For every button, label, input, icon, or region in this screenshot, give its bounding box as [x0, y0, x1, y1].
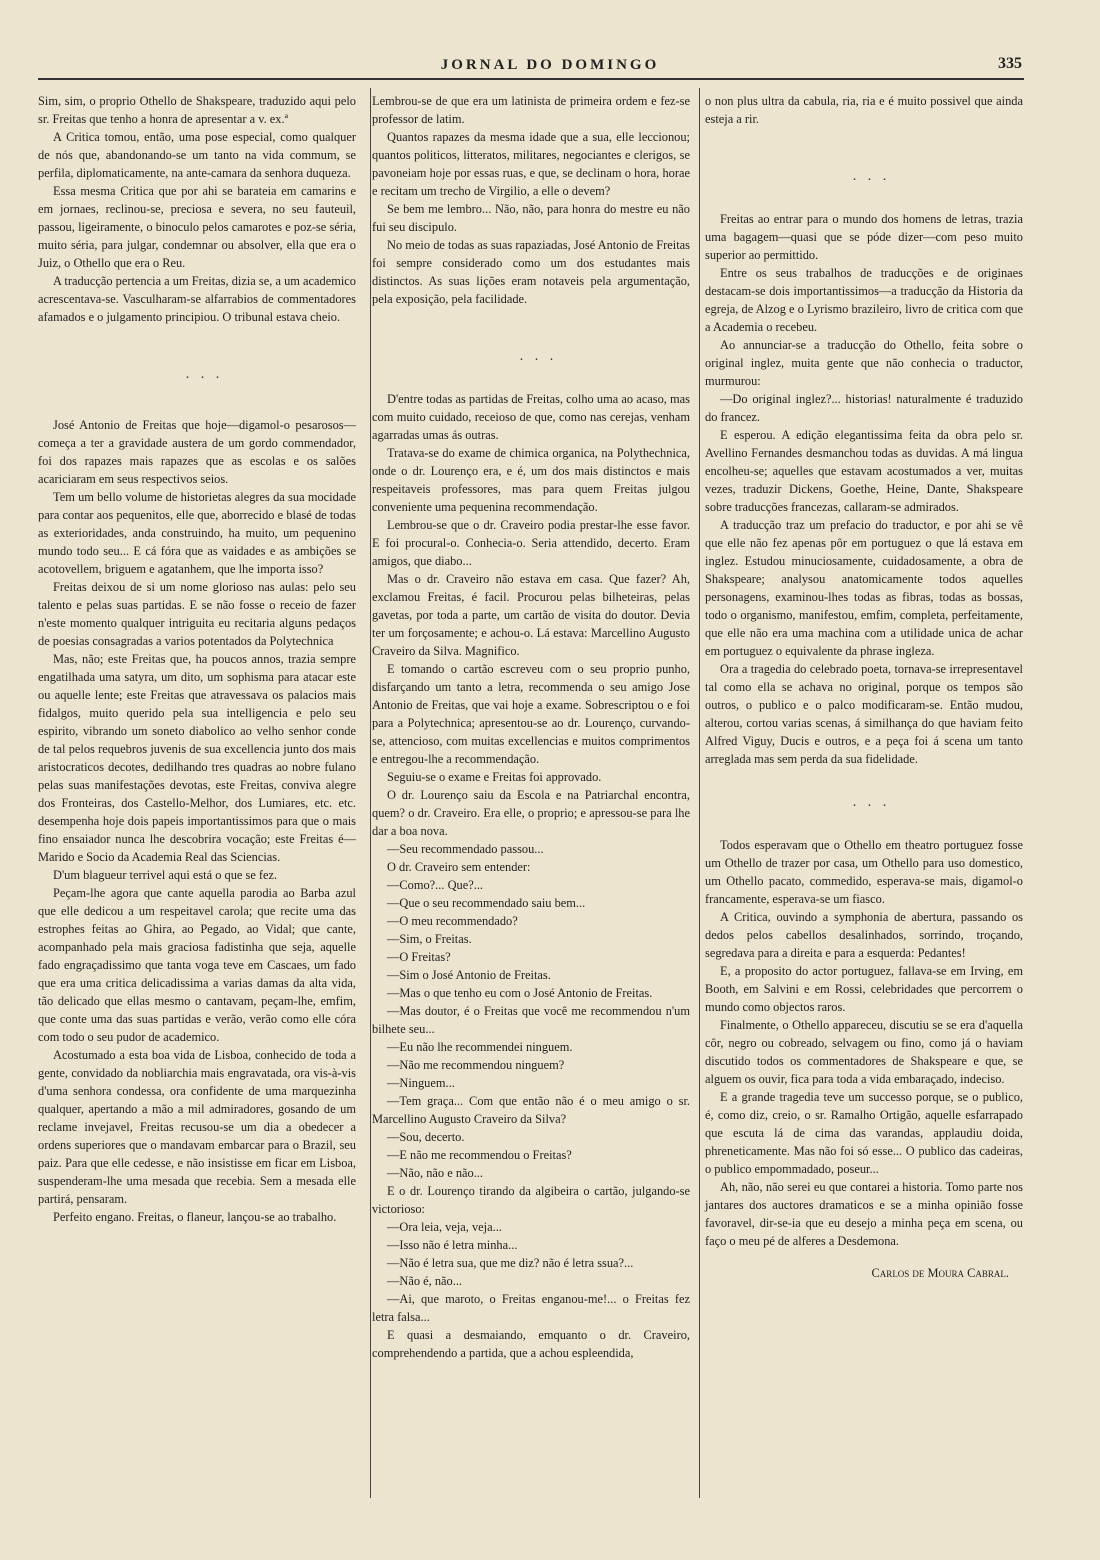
paragraph: Ora a tragedia do celebrado poeta, tornava-se irrepresentavel tal como ella se achava no original, porque os tempos são outros, o publico e o palco modificaram-se. Então mudou, alterou, cortou varias scenas, á similhança do que haviam feito Alfred Viguy, Ducis e outros, e a peça foi á scena um tanto arreglada mas sem perda da sua fidelidade.	[705, 662, 1023, 766]
paragraph: Acostumado a esta boa vida de Lisboa, conhecido de toda a gente, convidado da nobliarchia mais engravatada, ora vis-à-vis d'uma senhora condessa, ora confidente de uma marquezinha qualquer, apertando a mão a mil admiradores, gosando de um reclame invejavel, Freitas recusou-se um dia a obedecer a ordens superiores que o mandavam embarcar para o Brazil, seu paiz. Para que elle cedesse, e não insistisse em ficar em Lisboa, suspenderam-lhe uma mesada que recebia. Sem a mesada elle partirá, pensaram.	[38, 1048, 356, 1206]
paragraph: Finalmente, o Othello appareceu, discutiu se se era d'aquella côr, negro ou cobreado, selvagem ou fino, como já o haviam discutido todos os commentadores de Shakspeare e que, se alguem os ouvir, fica para toda a vida embaraçado, indeciso.	[705, 1018, 1023, 1086]
paragraph: Mas o dr. Craveiro não estava em casa. Que fazer? Ah, exclamou Freitas, é facil. Procurou pelas bilheteiras, pelas gavetas, por toda a parte, um cartão de visita do doutor. Devia ter um forçosamente; e achou-o. Lá estava: Marcellino Augusto Craveiro da Silva. Magnifico.	[372, 572, 690, 658]
dialogue-line: —Não me recommendou ninguem?	[387, 1058, 565, 1072]
dialogue-line: —O Freitas?	[387, 950, 451, 964]
paragraph: A Critica, ouvindo a symphonia de abertura, passando os dedos pelos cabellos desalinhados, sorrindo, troçando, segredava para a direita e para a esquerda: Pedantes!	[705, 910, 1023, 960]
dialogue-line: —Mas o que tenho eu com o José Antonio de Freitas.	[387, 986, 653, 1000]
author-signature: Carlos de Moura Cabral.	[871, 1266, 1009, 1280]
journal-title: JORNAL DO DOMINGO	[440, 57, 660, 73]
paragraph: Quantos rapazes da mesma idade que a sua, elle leccionou; quantos politicos, litteratos, militares, negociantes e clerigos, se pavoneiam hoje por essas ruas, e que, se declinam o hora, horae e recitam um trecho de Virgilio, a elle o devem?	[372, 130, 690, 198]
dialogue-line: —Ninguem...	[387, 1076, 455, 1090]
dialogue-line: —Mas doutor, é o Freitas que você me recommendou n'um bilhete seu...	[372, 1004, 690, 1036]
section-break: . . .	[185, 367, 224, 382]
dialogue-line: —Não, não e não...	[387, 1166, 483, 1180]
section-break: . . .	[852, 795, 891, 810]
paragraph: D'entre todas as partidas de Freitas, colho uma ao acaso, mas com muito cuidado, receioso de que, como nas cerejas, venham agarradas umas ás outras.	[372, 392, 690, 442]
paragraph: Lembrou-se de que era um latinista de primeira ordem e fez-se professor de latim.	[372, 94, 690, 126]
dialogue-line: O dr. Craveiro sem entender:	[387, 860, 531, 874]
header-rule	[38, 78, 1024, 80]
paragraph: No meio de todas as suas rapaziadas, José Antonio de Freitas foi sempre considerado como um dos estudantes mais distinctos. As suas lições eram notaveis pela argumentação, pela exposição, pela facilidade.	[372, 238, 690, 306]
paragraph: Freitas deixou de si um nome glorioso nas aulas: pelo seu talento e pelas suas partidas. E se não fosse o receio de fazer n'este momento qualquer intriguita eu recitaria alguns pedaços de poesias consagradas a varios potentados da Polytechnica	[38, 580, 356, 648]
paragraph: Tratava-se do exame de chimica organica, na Polythechnica, onde o dr. Lourenço era, e é, um dos mais distinctos e mais respeitaveis professores, mas para quem Freitas julgou conveniente uma pequenina recommendação.	[372, 446, 690, 514]
paragraph: José Antonio de Freitas que hoje—digamol-o pesarosos—começa a ter a gravidade austera de um gordo commendador, foi dos rapazes mais rapazes que as escolas e os salões acariciaram em seus respectivos seios.	[38, 418, 356, 486]
paragraph: Se bem me lembro... Não, não, para honra do mestre eu não fui seu discipulo.	[372, 202, 690, 234]
column-2	[372, 92, 690, 1362]
dialogue-line: —Que o seu recommendado saiu bem...	[387, 896, 586, 910]
section-break: . . .	[852, 169, 891, 184]
paragraph: A traducção pertencia a um Freitas, dizia se, a um academico acrescentava-se. Vasculharam-se alfarrabios de commentadores afamados e o julgamento principiou. O tribunal estava cheio.	[38, 274, 356, 324]
paragraph: —Do original inglez?... historias! naturalmente é traduzido do francez.	[705, 392, 1023, 424]
paragraph: E, a proposito do actor portuguez, fallava-se em Irving, em Booth, em Salvini e em Rossi, celebridades que percorrem o mundo como objectos raros.	[705, 964, 1023, 1014]
dialogue-line: —Ai, que maroto, o Freitas enganou-me!... o Freitas fez letra falsa...	[372, 1292, 690, 1324]
paragraph: O dr. Lourenço saiu da Escola e na Patriarchal encontra, quem? o dr. Craveiro. Era elle, o proprio; e apressou-se para lhe dar a boa nova.	[372, 788, 690, 838]
dialogue-line: —Sim, o Freitas.	[387, 932, 472, 946]
dialogue-line: —Como?... Que?...	[387, 878, 484, 892]
dialogue-line: —Eu não lhe recommendei ninguem.	[387, 1040, 573, 1054]
paragraph: A Critica tomou, então, uma pose especial, como qualquer de nós que, abandonando-se um tanto na vida commum, se perfila, diplomaticamente, na ante-camara da senhora duqueza.	[38, 130, 356, 180]
paragraph: E tomando o cartão escreveu com o seu proprio punho, disfarçando um tanto a letra, recommenda o seu amigo Jose Antonio de Freitas, que vai hoje a exame. Sobrescriptou o e foi para a Polytechnica; apresentou-se ao dr. Lourenço, curvando-se, attencioso, com muitas excellencias e muitos comprimentos e entregou-lhe a recommendação.	[372, 662, 690, 766]
paragraph: Entre os seus trabalhos de traducções e de originaes destacam-se dois importantissimos—a traducção da Historia da egreja, de Alzog e o Lyrismo brazileiro, livro de critica com que a Academia o recebeu.	[705, 266, 1023, 334]
paragraph: Lembrou-se que o dr. Craveiro podia prestar-lhe esse favor. E foi procural-o. Conhecia-o. Seria attendido, decerto. Eram amigos, que diabo...	[372, 518, 690, 568]
paragraph: Freitas ao entrar para o mundo dos homens de letras, trazia uma bagagem—quasi que se póde dizer—com peso muito superior ao permittido.	[705, 212, 1023, 262]
paragraph: Sim, sim, o proprio Othello de Shakspeare, traduzido aqui pelo sr. Freitas que tenho a honra de apresentar a v. ex.ª	[38, 94, 356, 126]
paragraph: A traducção traz um prefacio do traductor, e por ahi se vê que elle não fez apenas pôr em portuguez o que lá estava em inglez. Estudou minuciosamente, cuidadosamente, a obra de Shakspeare; analysou anatomicamente todos aquelles personagens, examinou-lhes todas as fibras, todas as bossas, todo o organismo, manifestou, emfim, completa, perfeitamente, que elle não era uma machina com a utilidade unica de achar em portuguez o equivalente da phrase ingleza.	[705, 518, 1023, 658]
paragraph: Peçam-lhe agora que cante aquella parodia ao Barba azul que elle dedicou a um respeitavel carola; que recite uma das estrophes feitas ao Ghira, ao Pegado, ao Vidal; que cante, acompanhado pela mais graciosa fadistinha que seja, aquelle fado engraçadissimo que tanta voga teve em Cascaes, um fado que era uma critica delicadissima a varias damas da alta vida, tão delicado que ellas mesmo o cantavam, peçam-lhe, emfim, que conte uma das suas partidas e verão, verão como elle córa com todo o seu pudor de academico.	[38, 886, 356, 1044]
paragraph: Ao annunciar-se a traducção do Othello, feita sobre o original inglez, muita gente que não conhecia o traductor, murmurou:	[705, 338, 1023, 388]
section-break: . . .	[519, 349, 558, 364]
dialogue-line: —Tem graça... Com que então não é o meu amigo o sr. Marcellino Augusto Craveiro da Silva?	[372, 1094, 690, 1126]
paragraph: E quasi a desmaiando, emquanto o dr. Craveiro, comprehendendo a partida, que a achou espleendida,	[372, 1328, 690, 1360]
dialogue-line: —Não é, não...	[387, 1274, 463, 1288]
column-divider	[699, 88, 700, 1498]
paragraph: Mas, não; este Freitas que, ha poucos annos, trazia sempre engatilhada uma satyra, um dito, um sophisma para atacar este ou aquelle lente; este Freitas que atravessava os palacios mais fidalgos, muito querido pela sua intelligencia e pelo seu espirito, vibrando um soneto diabolico ao velho senhor conde de tal pelos requebros juvenis de sua excellencia junto dos mais aristocraticos decotes, dedilhando tres quadras ao nobre fulano pelas suas manifestações devotas, este Freitas, conviva alegre dos Fronteiras, dos Castello-Melhor, dos Lumiares, etc. etc. desempenha hoje dois papeis importantissimos para que o mais fino ensaiador nunca lhe descobrira vocação; este Freitas é—Marido e Socio da Academia Real das Sciencias.	[38, 652, 356, 864]
paragraph: Essa mesma Critica que por ahi se barateia em camarins e em jornaes, reclinou-se, preciosa e severa, no seu fauteuil, passou, ligeiramente, o binoculo pelos camarotes e poz-se séria, muito séria, para julgar, condemnar ou absolver, ella que era o Juiz, o Othello que era o Reu.	[38, 184, 356, 270]
paragraph: Perfeito engano. Freitas, o flaneur, lançou-se ao trabalho.	[53, 1210, 337, 1224]
paragraph: Todos esperavam que o Othello em theatro portuguez fosse um Othello de trazer por casa, um Othello para uso domestico, um Othello pacato, commedido, esperava-se mais, digamol-o francamente, esperava-se um fiasco.	[705, 838, 1023, 906]
paragraph: o non plus ultra da cabula, ria, ria e é muito possivel que ainda esteja a rir.	[705, 94, 1023, 126]
dialogue-line: —Sou, decerto.	[387, 1130, 465, 1144]
paragraph: E esperou. A edição elegantissima feita da obra pelo sr. Avellino Fernandes desmanchou todas as duvidas. A má lingua encolheu-se; aquelles que estavam acostumados a ver, muitas vezes, traduzir Dickens, Goethe, Heine, Dante, Shakspeare sobre traducções francezas, callaram-se admirados.	[705, 428, 1023, 514]
page-number: 335	[998, 55, 1022, 72]
dialogue-line: —Não é letra sua, que me diz? não é letra ssua?...	[387, 1256, 634, 1270]
paragraph: E a grande tragedia teve um successo porque, se o publico, é, como diz, creio, o sr. Ramalho Ortigão, aquelle esfarrapado que escuta lá de cima das varandas, applaudiu doida, phreneticamente. Mas não foi só esse... O publico das cadeiras, o publico empommadado, poseur...	[705, 1090, 1023, 1176]
paragraph: Tem um bello volume de historietas alegres da sua mocidade para contar aos pequenitos, elle que, aborrecido e blasé de todas as exterioridades, anda construindo, ha muito, um pequenino mundo todo seu... E cá fóra que as vaidades e as ambições se acotovellem, briguem e agatanhem, que lhe importa isso?	[38, 490, 356, 576]
dialogue-line: —Isso não é letra minha...	[387, 1238, 518, 1252]
paragraph: Seguiu-se o exame e Freitas foi approvado.	[387, 770, 602, 784]
column-3	[705, 92, 1023, 1282]
dialogue-line: —Ora leia, veja, veja...	[387, 1220, 502, 1234]
dialogue-line: E o dr. Lourenço tirando da algibeira o cartão, julgando-se victorioso:	[372, 1184, 690, 1216]
dialogue-line: —E não me recommendou o Freitas?	[387, 1148, 572, 1162]
paragraph: Ah, não, não serei eu que contarei a historia. Tomo parte nos jantares dos auctores dramaticos e se a minha opinião fosse favoravel, dir-se-ia que eu desejo a minha peça em scena, ou faço o meu pé de alferes a Desdemona.	[705, 1180, 1023, 1248]
column-divider	[370, 88, 371, 1498]
dialogue-line: —Seu recommendado passou...	[387, 842, 544, 856]
page-header	[0, 0, 1100, 80]
paragraph: D'um blagueur terrivel aqui está o que se fez.	[53, 868, 278, 882]
dialogue-line: —O meu recommendado?	[387, 914, 518, 928]
column-1	[38, 92, 356, 1226]
dialogue-line: —Sim o José Antonio de Freitas.	[387, 968, 551, 982]
